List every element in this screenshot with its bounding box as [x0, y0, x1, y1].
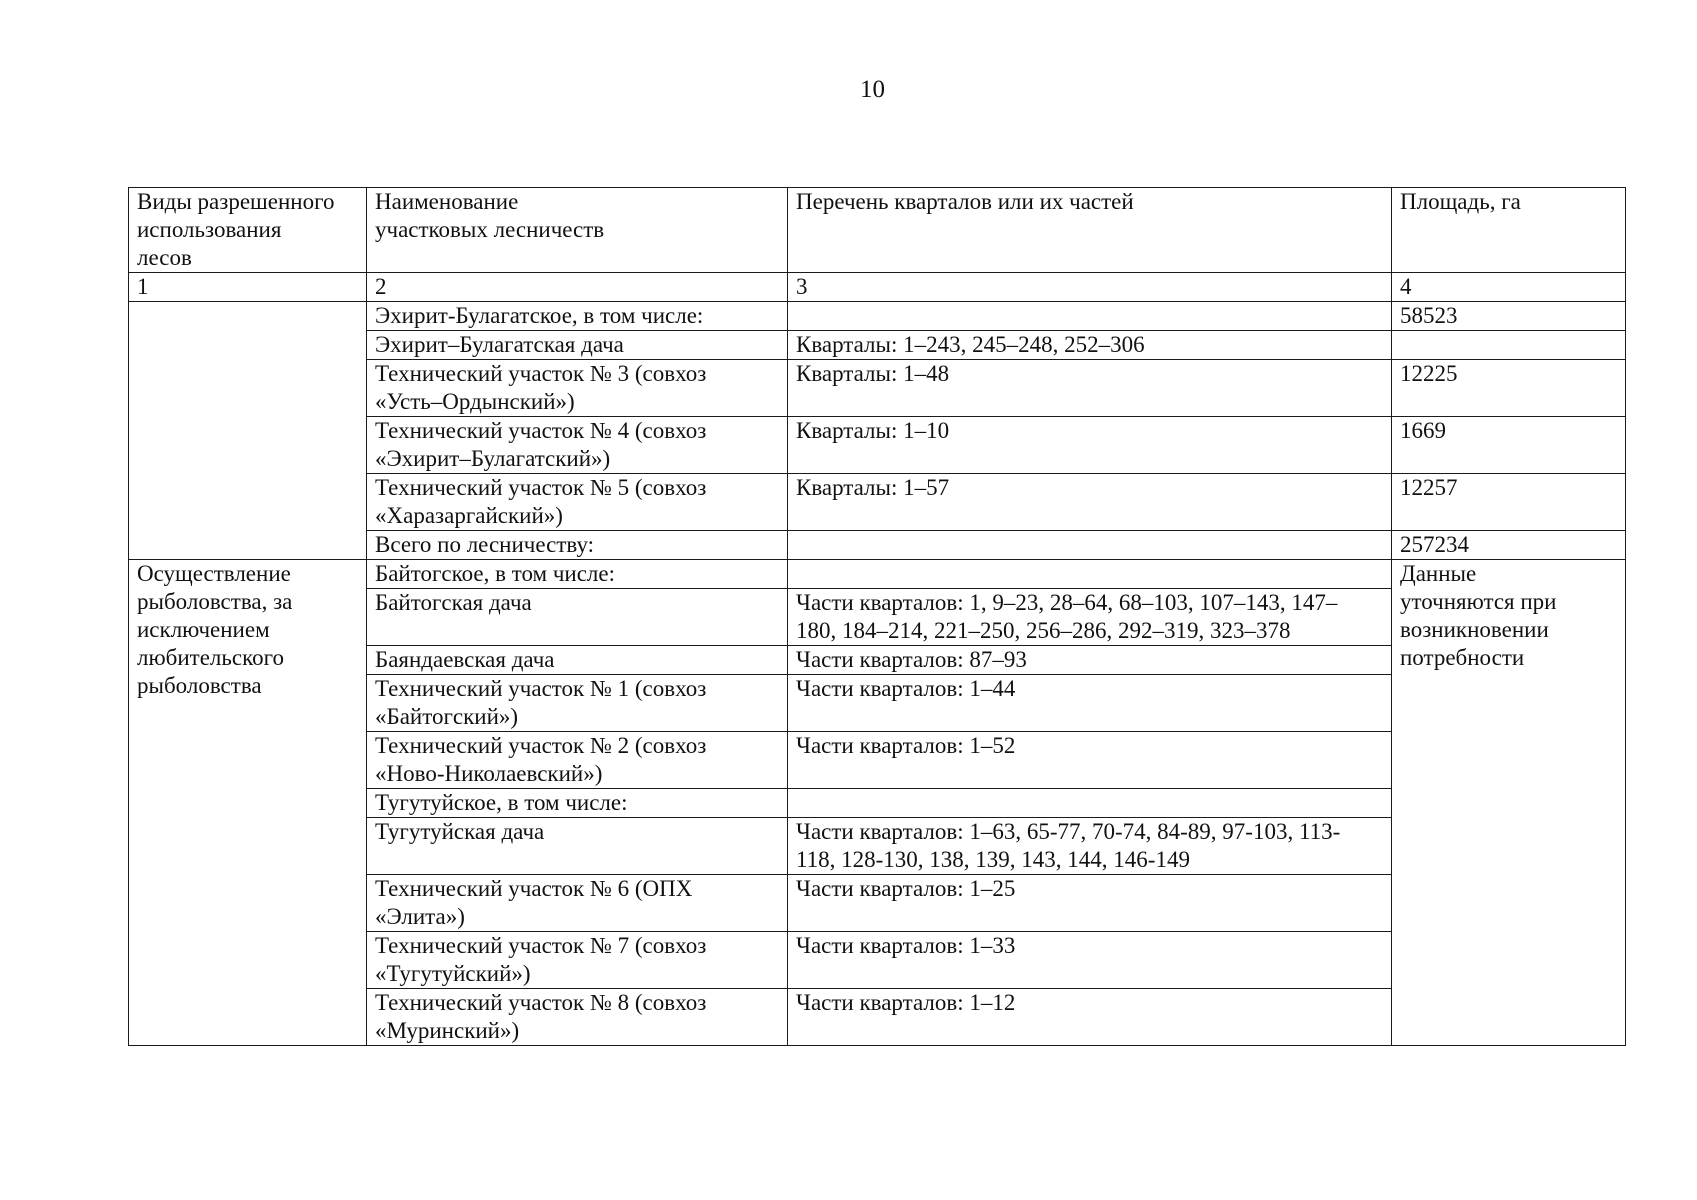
area: 12225	[1392, 360, 1626, 417]
quarters: Части кварталов: 1–33	[788, 932, 1392, 989]
forestry-name: Технический участок № 6 (ОПХ «Элита»)	[367, 875, 788, 932]
forestry-name: Байтогское, в том числе:	[367, 560, 788, 589]
header-use-type: Виды разрешенного использования лесов	[129, 188, 367, 273]
column-number: 3	[788, 273, 1392, 302]
forestry-name: Баяндаевская дача	[367, 646, 788, 675]
forestry-name: Байтогская дача	[367, 589, 788, 646]
forest-use-table	[128, 187, 1626, 1046]
area	[1392, 331, 1626, 360]
column-number-row	[129, 273, 1626, 302]
quarters: Части кварталов: 1–12	[788, 989, 1392, 1046]
area: 1669	[1392, 417, 1626, 474]
quarters: Части кварталов: 87–93	[788, 646, 1392, 675]
quarters	[788, 531, 1392, 560]
forestry-name: Технический участок № 2 (совхоз «Ново-Николаевский»)	[367, 732, 788, 789]
quarters: Части кварталов: 1–52	[788, 732, 1392, 789]
area: 12257	[1392, 474, 1626, 531]
quarters: Части кварталов: 1–25	[788, 875, 1392, 932]
forestry-name: Технический участок № 8 (совхоз «Муринский»)	[367, 989, 788, 1046]
area: 257234	[1392, 531, 1626, 560]
forestry-name: Технический участок № 3 (совхоз «Усть–Ордынский»)	[367, 360, 788, 417]
area-note: Данные уточняются при возникновении потребности	[1392, 560, 1626, 1046]
forestry-name: Всего по лесничеству:	[367, 531, 788, 560]
quarters: Части кварталов: 1–63, 65-77, 70-74, 84-89, 97-103, 113- 118, 128-130, 138, 139, 143, 144, 146-149	[788, 818, 1392, 875]
forestry-name: Технический участок № 7 (совхоз «Тугутуйский»)	[367, 932, 788, 989]
quarters	[788, 789, 1392, 818]
area: 58523	[1392, 302, 1626, 331]
table-header-row	[129, 188, 1626, 273]
quarters: Части кварталов: 1–44	[788, 675, 1392, 732]
quarters: Части кварталов: 1, 9–23, 28–64, 68–103, 107–143, 147– 180, 184–214, 221–250, 256–286, 292–319, 323–378	[788, 589, 1392, 646]
column-number: 4	[1392, 273, 1626, 302]
use-type-cell-empty	[129, 302, 367, 560]
table-row	[129, 560, 1626, 589]
table-row	[129, 302, 1626, 331]
header-forestry-name: Наименование участковых лесничеств	[367, 188, 788, 273]
header-area: Площадь, га	[1392, 188, 1626, 273]
column-number: 2	[367, 273, 788, 302]
quarters	[788, 560, 1392, 589]
header-quarters-list: Перечень кварталов или их частей	[788, 188, 1392, 273]
quarters: Кварталы: 1–48	[788, 360, 1392, 417]
forestry-name: Тугутуйская дача	[367, 818, 788, 875]
use-type: Осуществление рыболовства, за исключением любительского рыболовства	[129, 560, 367, 1046]
quarters	[788, 302, 1392, 331]
forestry-name: Технический участок № 1 (совхоз «Байтогский»)	[367, 675, 788, 732]
quarters: Кварталы: 1–10	[788, 417, 1392, 474]
forestry-name: Технический участок № 4 (совхоз «Эхирит–Булагатский»)	[367, 417, 788, 474]
forestry-name: Эхирит–Булагатская дача	[367, 331, 788, 360]
quarters: Кварталы: 1–243, 245–248, 252–306	[788, 331, 1392, 360]
page-number: 10	[860, 76, 885, 103]
forestry-name: Тугутуйское, в том числе:	[367, 789, 788, 818]
column-number: 1	[129, 273, 367, 302]
quarters: Кварталы: 1–57	[788, 474, 1392, 531]
forestry-name: Эхирит-Булагатское, в том числе:	[367, 302, 788, 331]
forestry-name: Технический участок № 5 (совхоз «Харазаргайский»)	[367, 474, 788, 531]
